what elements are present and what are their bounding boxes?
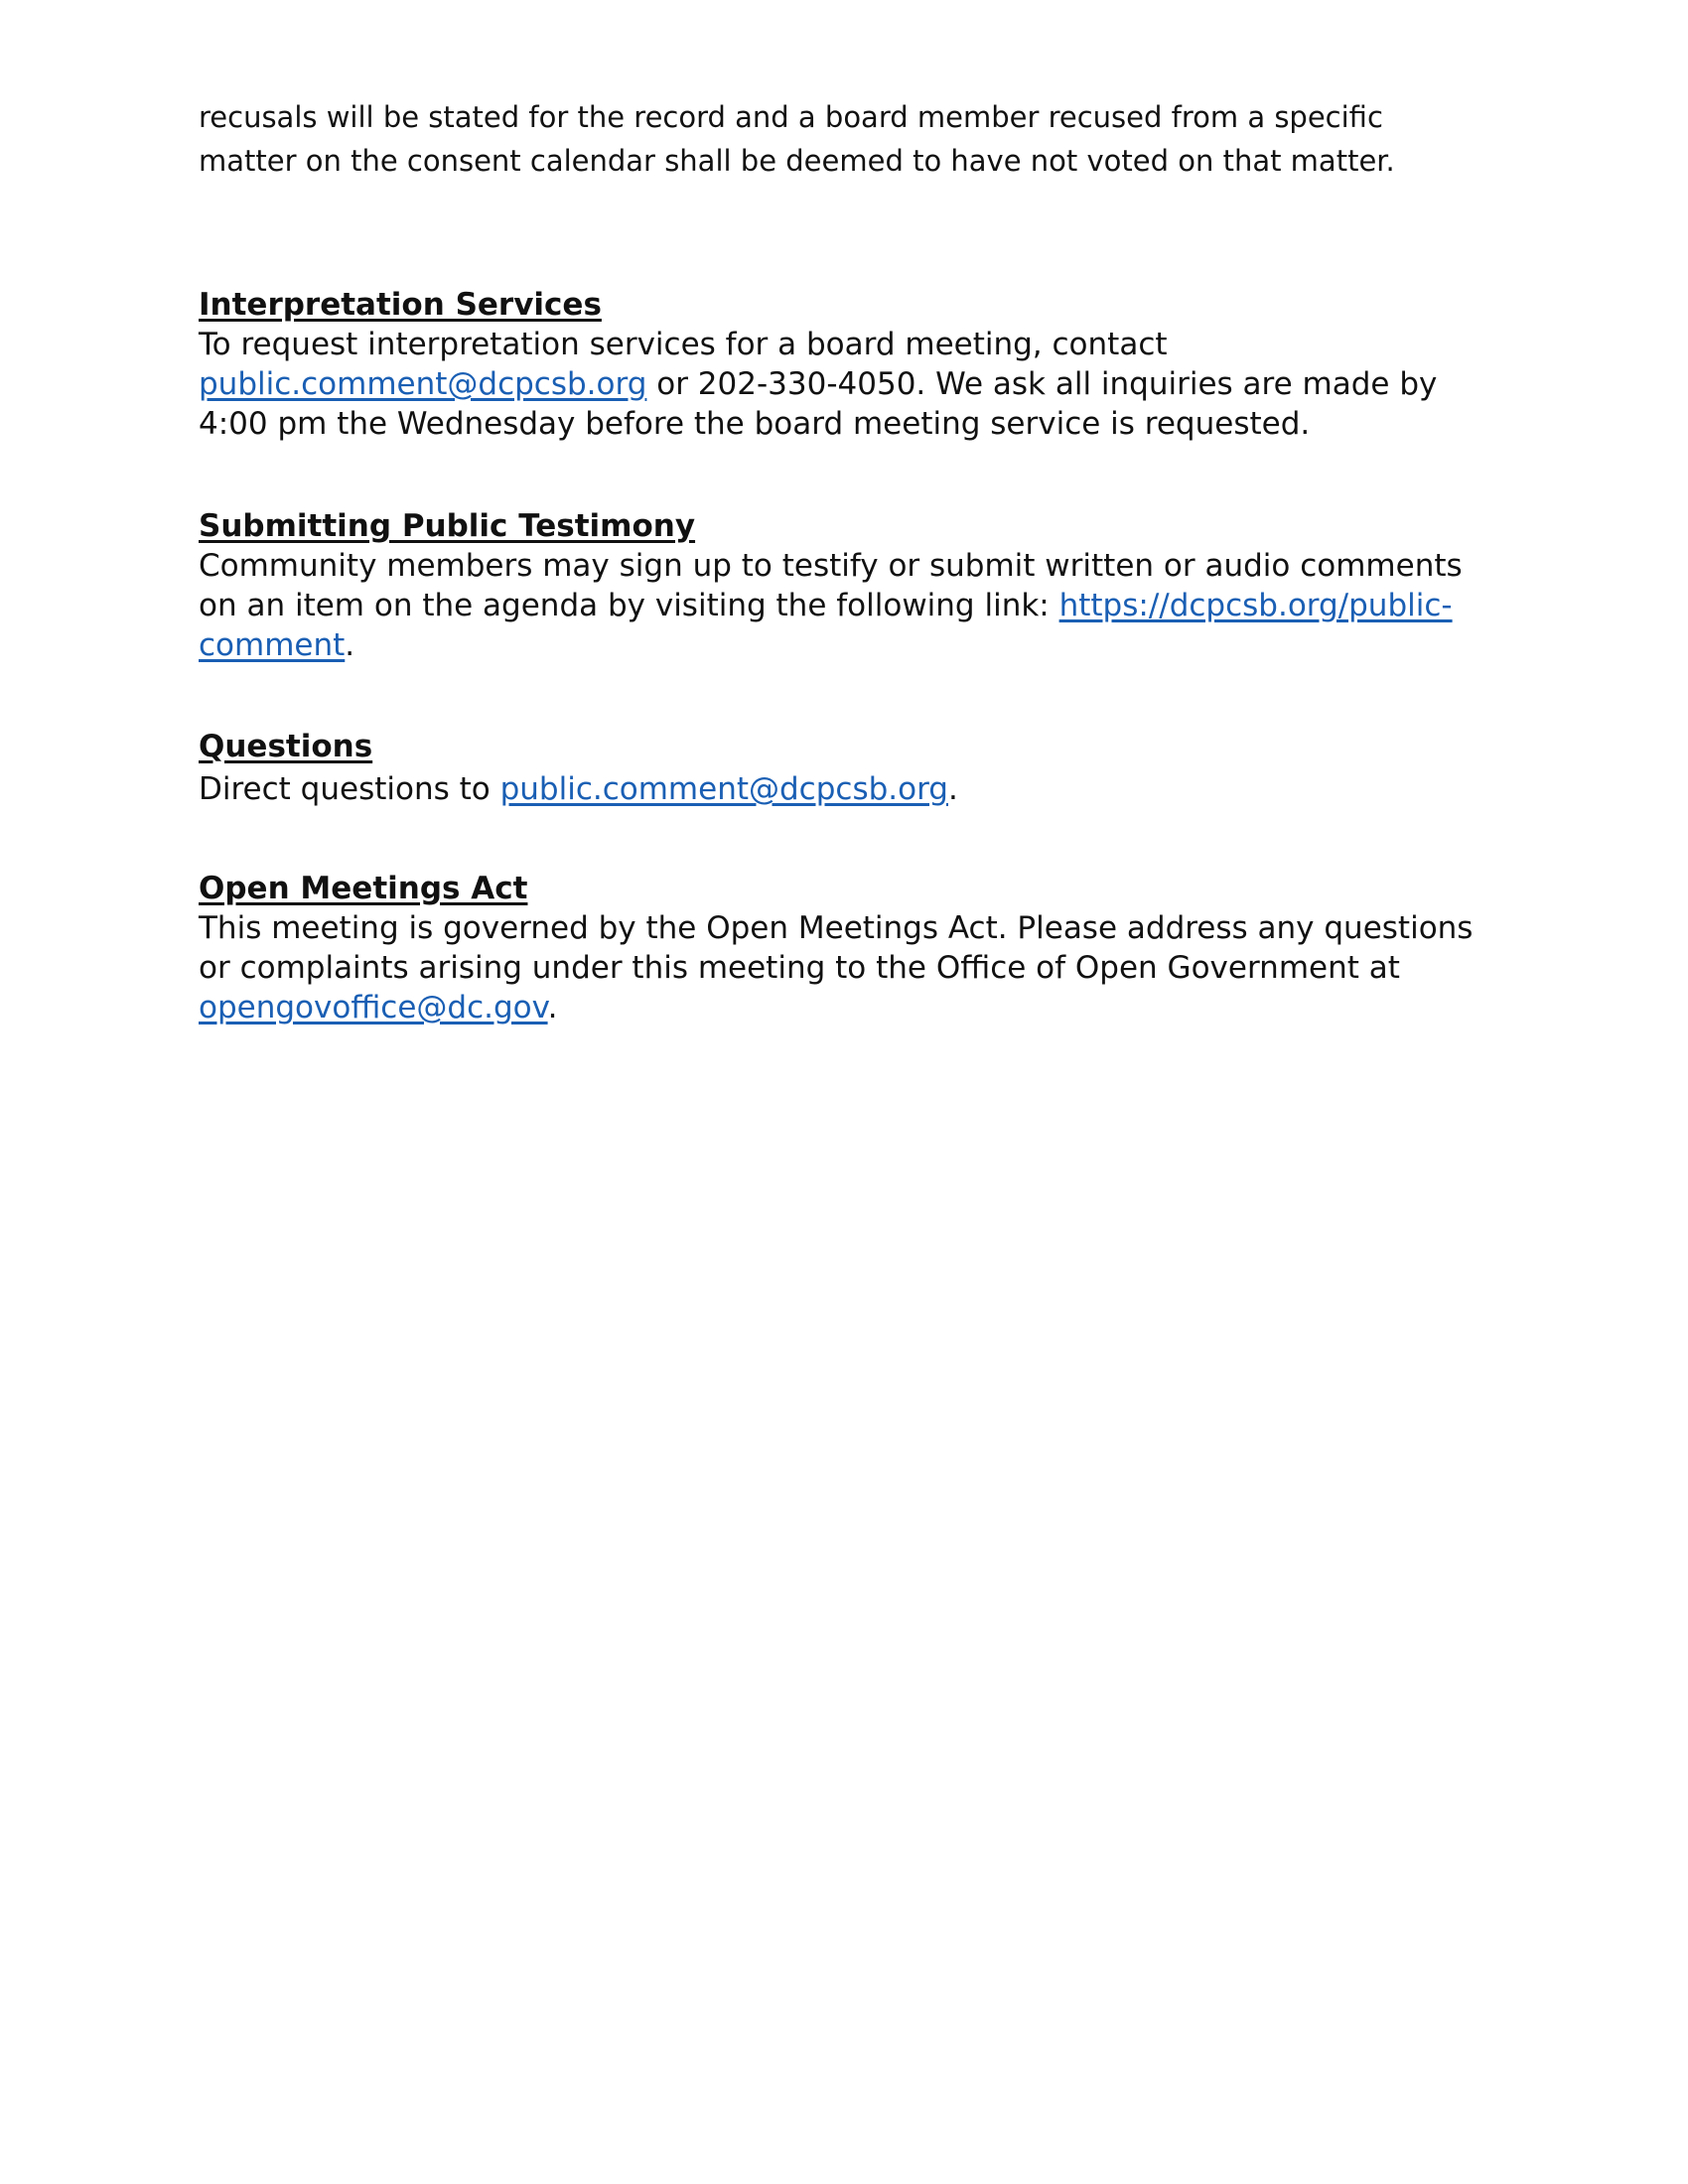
- testimony-section: [199, 506, 1509, 665]
- open-meetings-text: [199, 908, 1509, 1027]
- open-meetings-text-a: This meeting is governed by the Open Meetings Act. Please address any questions or complaints arising under this meeting to the Office of Open Government at: [199, 910, 1474, 986]
- questions-heading: Questions: [199, 729, 373, 764]
- open-meetings-section: [199, 869, 1509, 1027]
- interpretation-section: [199, 285, 1509, 444]
- open-meetings-text-b: .: [547, 990, 558, 1025]
- questions-email-link[interactable]: public.comment@dcpcsb.org: [499, 771, 948, 807]
- intro-line-1: recusals will be stated for the record and a board member recused from a specific: [199, 100, 1383, 134]
- opengov-email-link[interactable]: opengovoffice@dc.gov: [199, 990, 548, 1025]
- intro-paragraph: [199, 95, 1509, 183]
- interpretation-heading: Interpretation Services: [199, 287, 602, 323]
- interpretation-email-link[interactable]: public.comment@dcpcsb.org: [199, 366, 647, 402]
- public-comment-link[interactable]: https://dcpcsb.org/public-comment: [199, 588, 1453, 663]
- interpretation-text-a: To request interpretation services for a board meeting, contact: [199, 327, 1168, 362]
- questions-section: [199, 727, 1509, 809]
- questions-text: [199, 769, 1509, 809]
- testimony-heading: Submitting Public Testimony: [199, 508, 696, 544]
- questions-text-b: .: [947, 771, 958, 807]
- document-page: [199, 95, 1509, 1027]
- open-meetings-heading: Open Meetings Act: [199, 871, 528, 906]
- interpretation-text: [199, 325, 1509, 444]
- intro-line-2: matter on the consent calendar shall be deemed to have not voted on that matter.: [199, 144, 1395, 178]
- questions-text-a: Direct questions to: [199, 771, 500, 807]
- testimony-text-a: Community members may sign up to testify or submit written or audio comments on an item on the agenda by visiting the following link:: [199, 548, 1463, 623]
- testimony-text-b: .: [345, 627, 355, 663]
- interpretation-text-b: or 202-330-4050. We ask all inquiries are made by 4:00 pm the Wednesday before the board meeting service is requested.: [199, 366, 1438, 442]
- testimony-text: [199, 546, 1509, 665]
